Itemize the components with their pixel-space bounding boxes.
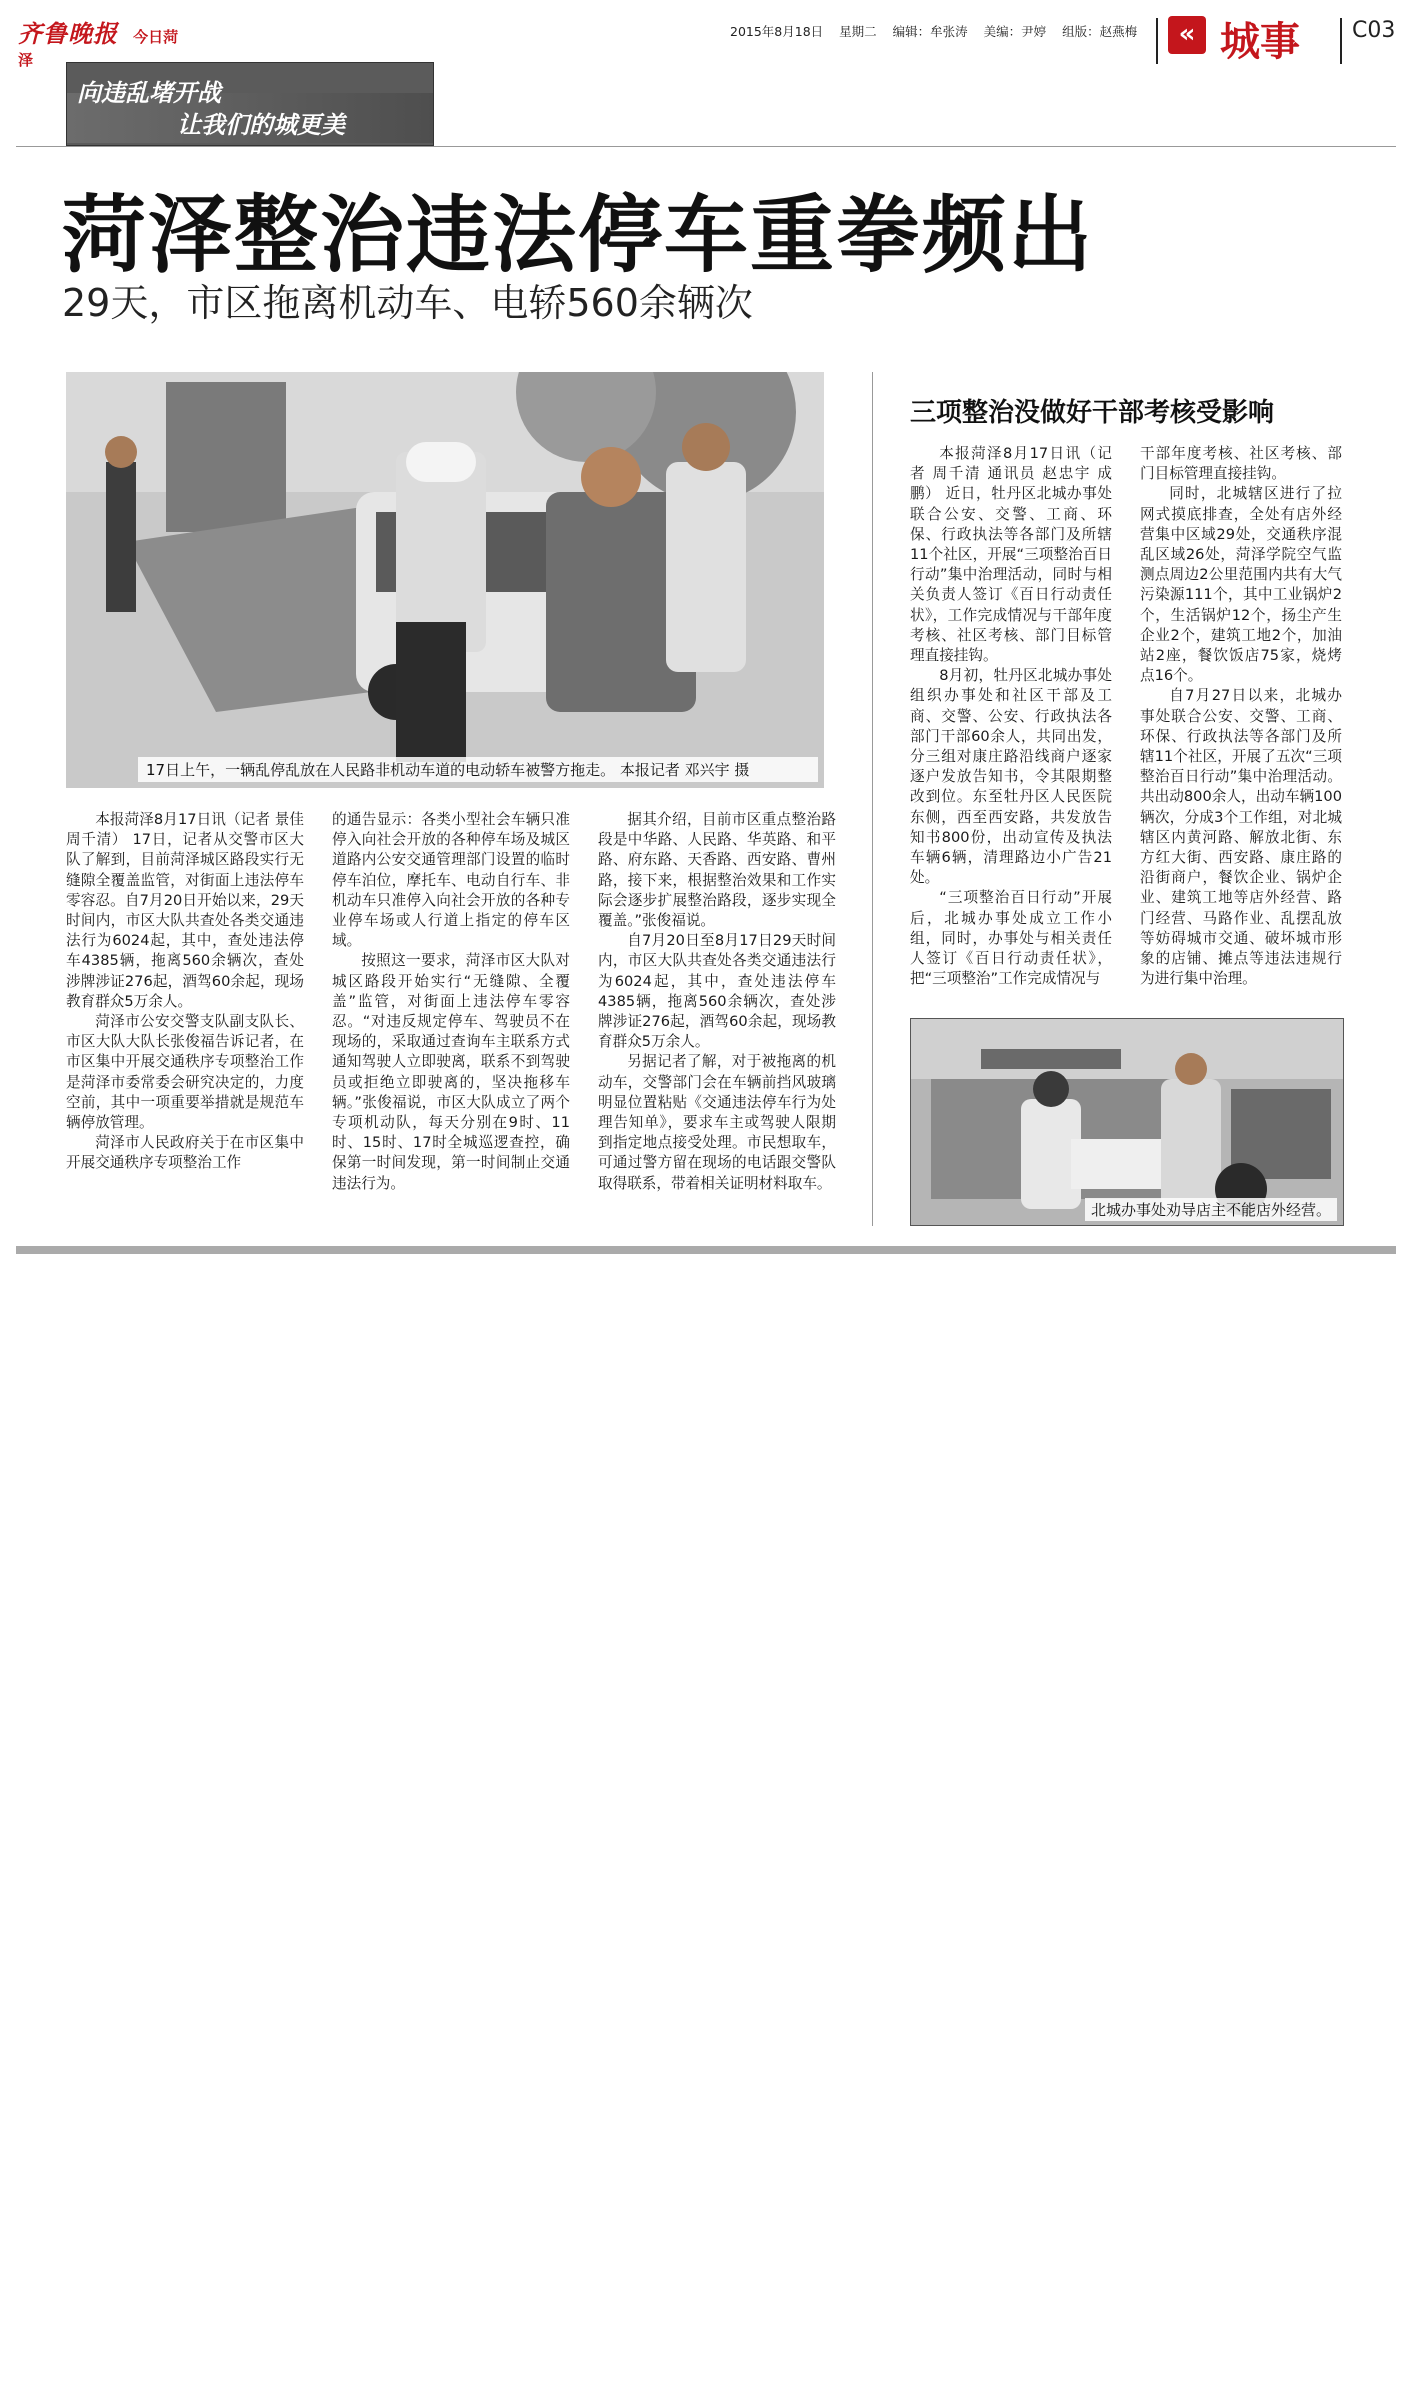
photo-caption: 北城办事处劝导店主不能店外经营。	[1085, 1198, 1337, 1221]
column-badge	[66, 62, 434, 146]
street-stall-scene-image	[911, 1019, 1343, 1225]
issue-weekday: 星期二	[839, 24, 877, 39]
masthead-logo	[18, 14, 188, 69]
issue-date: 2015年8月18日	[730, 24, 824, 39]
page-bottom-rule	[16, 1246, 1396, 1254]
art-editor-credit: 美编：尹婷	[983, 24, 1047, 39]
section-tab	[1168, 10, 1348, 66]
paragraph: 同时，北城辖区进行了拉网式摸底排查，全处有店外经营集中区域29处，交通秩序混乱区域26处，菏泽学院空气监测点周边2公里范围内共有大气污染源111个，其中工业锅炉2个，生活锅炉12个，扬尘产生企业2个，建筑工地2个，加油站2座，餐饮饭店75家，烧烤点16个。	[1140, 485, 1342, 685]
side-article-column-2	[1140, 444, 1342, 989]
subheadline: 29天，市区拖离机动车、电轿560余辆次	[62, 281, 753, 325]
divider	[16, 146, 1396, 147]
section-subtitle: 今日菏泽	[18, 28, 179, 69]
side-article-title: 三项整治没做好干部考核受影响	[910, 398, 1275, 428]
headline: 菏泽整治违法停车重拳频出	[62, 186, 1095, 284]
paragraph: 本报菏泽8月17日讯（记者 景佳 周千清） 17日，记者从交警市区大队了解到，目前菏泽城区路段实行无缝隙全覆盖监管，对街面上违法停车零容忍。自7月20日开始以来，29天时间内，市区大队共查处各类交通违法行为6024起，其中，查处违法停车4385辆，拖离560余辆次，查处涉牌涉证276起，酒驾60余起，现场教育群众5万余人。	[66, 811, 304, 1010]
paragraph: 的通告显示：各类小型社会车辆只准停入向社会开放的各种停车场及城区道路内公安交通管理部门设置的临时停车泊位，摩托车、电动自行车、非机动车只准停入向社会开放的各种专业停车场或人行道上指定的停车区域。	[332, 811, 570, 950]
paragraph: 自7月27日以来，北城办事处联合公安、交警、工商、环保、行政执法等各部门及所辖11个社区，开展了五次“三项整治百日行动”集中治理活动。共出动800余人，出动车辆100辆次，分成3个工作组，对北城辖区内黄河路、解放北街、东方红大街、西安路、康庄路的沿街商户，餐饮企业、锅炉企业、建筑工地等店外经营、路门经营、马路作业、乱摆乱放等妨碍城市交通、破坏城市形象的店铺、摊点等违法违规行为进行集中治理。	[1140, 687, 1342, 988]
paragraph: 按照这一要求，菏泽市区大队对城区路段开始实行“无缝隙、全覆盖”监管，对街面上违法停车零容忍。“对违反规定停车、驾驶员不在现场的，采取通过查询车主联系方式通知驾驶人立即驶离，联系不到驾驶员或拒绝立即驶离的，坚决拖移车辆。”张俊福说，市区大队成立了两个专项机动队，每天分别在9时、11时、15时、17时全城巡逻查控，确保第一时间发现，第一时间制止交通违法行为。	[332, 952, 570, 1192]
side-article-column-1	[910, 444, 1112, 989]
column-divider	[872, 372, 873, 1226]
header-divider	[1340, 18, 1342, 64]
header-info	[730, 22, 1150, 40]
main-photo	[66, 372, 824, 788]
paragraph: 菏泽市公安交警支队副支队长、市区大队大队长张俊福告诉记者，在市区集中开展交通秩序专项整治工作是菏泽市委常委会研究决定的，力度空前，其中一项重要举措就是规范车辆停放管理。	[66, 1013, 304, 1132]
paragraph: 自7月20日至8月17日29天时间内，市区大队共查处各类交通违法行为6024起，其中，查处违法停车4385辆，拖离560余辆次，查处涉牌涉证276起，酒驾60余起，现场教育群众5万余人。	[598, 932, 836, 1051]
paragraph: 菏泽市人民政府关于在市区集中开展交通秩序专项整治工作	[66, 1134, 304, 1172]
paragraph: 本报菏泽8月17日讯（记者 周千清 通讯员 赵忠宇 成鹏） 近日，牡丹区北城办事处联合公安、交警、工商、环保、行政执法等各部门及所辖11个社区，开展“三项整治百日行动”集中治理活动，同时与相关负责人签订《百日行动责任状》，工作完成情况与干部年度考核、社区考核、部门目标管理直接挂钩。	[910, 445, 1112, 665]
page-number: C03	[1352, 18, 1396, 43]
paragraph: 干部年度考核、社区考核、部门目标管理直接挂钩。	[1140, 445, 1342, 483]
newspaper-logo: 齐鲁晚报	[18, 19, 118, 48]
section-name: 城事	[1220, 19, 1300, 65]
layout-editor-credit: 组版：赵燕梅	[1062, 24, 1138, 39]
double-chevron-left-icon: «	[1168, 16, 1206, 54]
paragraph: 据其介绍，目前市区重点整治路段是中华路、人民路、华英路、和平路、府东路、天香路、西安路、曹州路，接下来，根据整治效果和工作实际会逐步扩展整治路段，逐步实现全覆盖。”张俊福说。	[598, 811, 836, 930]
paragraph: 8月初，牡丹区北城办事处组织办事处和社区干部及工商、交警、公安、行政执法各部门干部60余人，共同出发，分三组对康庄路沿线商户逐家逐户发放告知书，令其限期整改到位。东至牡丹区人民医院东侧，西至西安路，共发放告知书800份，出动宣传及执法车辆6辆，清理路边小广告21处。	[910, 667, 1112, 887]
side-photo	[910, 1018, 1344, 1226]
tow-truck-scene-image	[66, 372, 824, 788]
article-column-2	[332, 810, 570, 1194]
paragraph: “三项整治百日行动”开展后，北城办事处成立工作小组，同时，办事处与相关责任人签订《百日行动责任状》，把“三项整治”工作完成情况与	[910, 889, 1112, 988]
header-divider	[1156, 18, 1158, 64]
badge-line-1: 向违乱堵开战	[77, 79, 221, 107]
paragraph: 另据记者了解，对于被拖离的机动车，交警部门会在车辆前挡风玻璃明显位置粘贴《交通违法停车行为处理告知单》，要求车主或驾驶人限期到指定地点接受处理。市民想取车，可通过警方留在现场的电话跟交警队取得联系，带着相关证明材料取车。	[598, 1053, 836, 1192]
editor-credit: 编辑：牟张涛	[892, 24, 968, 39]
article-column-3	[598, 810, 836, 1194]
article-column-1	[66, 810, 304, 1174]
photo-caption: 17日上午，一辆乱停乱放在人民路非机动车道的电动轿车被警方拖走。 本报记者 邓兴宇 摄	[138, 757, 818, 782]
badge-line-2: 让我们的城更美	[177, 111, 345, 139]
